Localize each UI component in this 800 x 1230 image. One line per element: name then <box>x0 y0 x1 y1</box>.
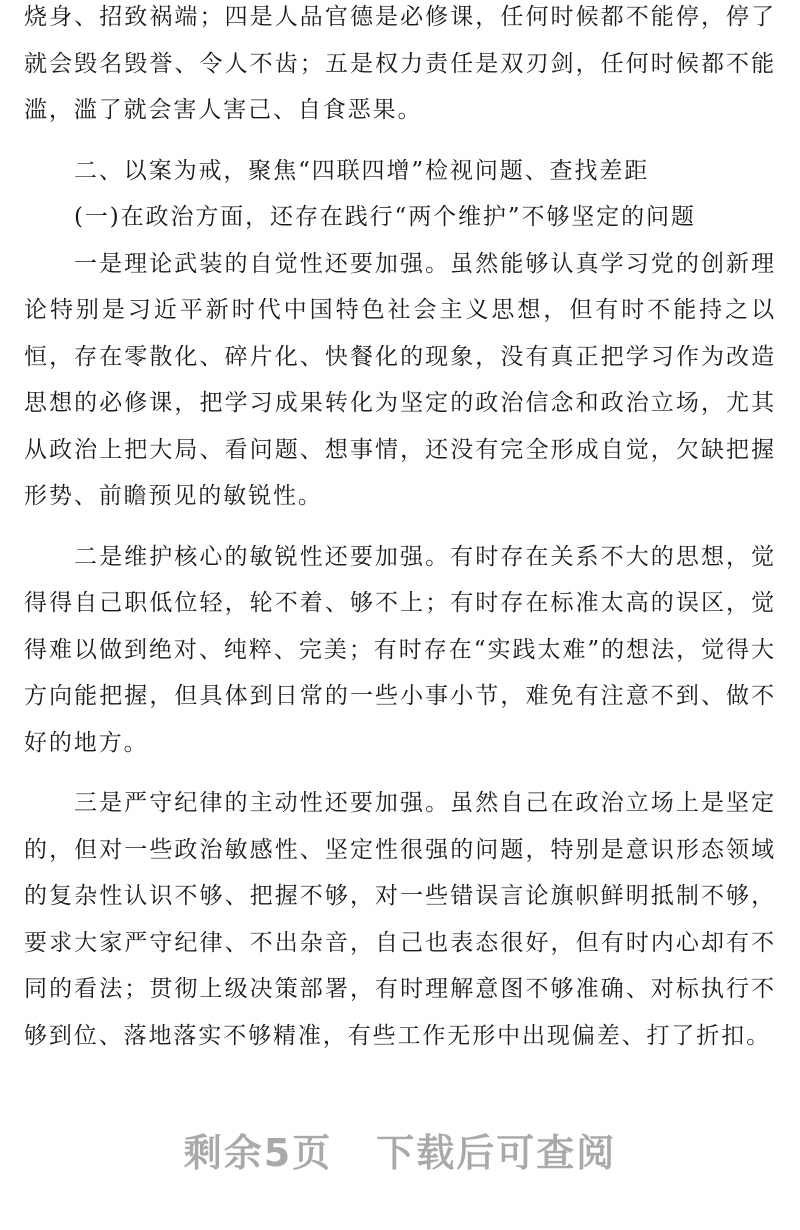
section-heading: 二、以案为戒，聚焦“四联四增”检视问题、查找差距 <box>74 157 650 184</box>
download-to-view-label: 下载后可查阅 <box>376 1131 617 1175</box>
paragraph-2: 二是维护核心的敏锐性还要加强。有时存在关系不大的思想，觉得得自己职低位轻，轮不着、够不上；有时存在标准太高的误区，觉得难以做到绝对、纯粹、完美；有时存在“实践太难”的想法，觉得大方向能把握，但具体到日常的一些小事小节，难免有注意不到、做不好的地方。 <box>24 543 776 756</box>
intro-paragraph: 烧身、招致祸端；四是人品官德是必修课，任何时候都不能停，停了就会毁名毁誉、令人不齿；五是权力责任是双刃剑，任何时候都不能滥，滥了就会害人害己、自食恶果。 <box>24 4 776 123</box>
paragraph-3: 三是严守纪律的主动性还要加强。虽然自己在政治立场上是坚定的，但对一些政治敏感性、坚定性很强的问题，特别是意识形态领域的复杂性认识不够、把握不够，对一些错误言论旗帜鲜明抵制不够，要求大家严守纪律、不出杂音，自己也表态很好，但有时内心却有不同的看法；贯彻上级决策部署，有时理解意图不够准确、对标执行不够到位、落地落实不够精准，有些工作无形中出现偏差、打了折扣。 <box>24 790 776 1049</box>
remaining-pages-label: 剩余5页 <box>183 1131 333 1175</box>
document-body <box>24 0 776 1059</box>
download-banner[interactable] <box>0 1122 800 1177</box>
subsection-heading: (一)在政治方面，还存在践行“两个维护”不够坚定的问题 <box>74 204 696 230</box>
paragraph-1: 一是理论武装的自觉性还要加强。虽然能够认真学习党的创新理论特别是习近平新时代中国特色社会主义思想，但有时不能持之以恒，存在零散化、碎片化、快餐化的现象，没有真正把学习作为改造思想的必修课，把学习成果转化为坚定的政治信念和政治立场，尤其从政治上把大局、看问题、想事情，还没有完全形成自觉，欠缺把握形势、前瞻预见的敏锐性。 <box>24 250 776 509</box>
